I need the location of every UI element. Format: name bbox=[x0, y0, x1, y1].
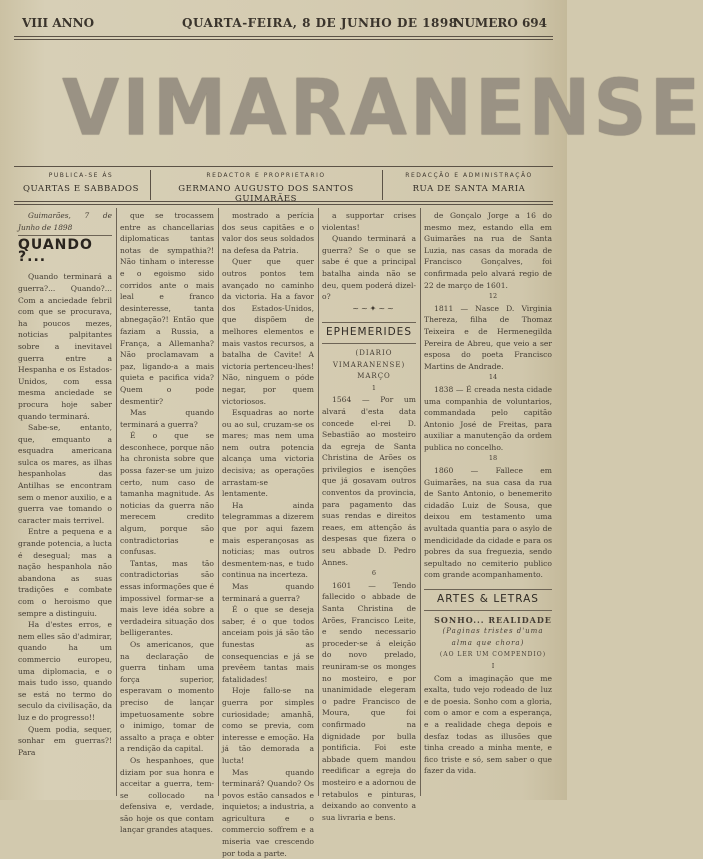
header-rule-top bbox=[14, 36, 553, 37]
column-divider bbox=[318, 208, 319, 796]
ephemerides-day: 18 bbox=[424, 453, 552, 465]
poem-title: SONHO... REALIDADE bbox=[424, 615, 552, 627]
masthead-title: VIMARANENSE bbox=[62, 58, 518, 159]
ephemerides-entry: 1811 — Nasce D. Virginia Thereza, filha de Thomaz Teixeira e de Hermenegilda Pereira de Abreu, que veio a ser esposa do poeta Francisco Martins de Andrade. bbox=[424, 303, 552, 373]
article-paragraph: Mas quando terminará a guerra? bbox=[120, 407, 214, 430]
ephemerides-entry: 1601 — Tendo fallecido o abbade de Santa Christina de Arões, Francisco Leite, e sendo necessario proceder-se á eleição do novo prelado, reuniram-se os monges no mosteiro, e por unanimidade elegeram o padre Francisco de Moura, que foi confirmado na dignidade por bulla pontificia. Foi este abbade quem mandou reedificar a egreja do mosteiro e a adornou de retabulos e pinturas, deixando ao convento a sua livraria e bens. bbox=[322, 580, 416, 823]
ephemerides-day: 1 bbox=[322, 383, 416, 395]
article-paragraph: Esquadras ao norte ou ao sul, cruzam-se os mares; mas nem uma nem outra potencia alcança uma victoria decisiva; as operações arrastam-se lentamente. bbox=[222, 407, 314, 500]
office-label: REDACÇÃO E ADMINISTRAÇÃO bbox=[384, 172, 554, 179]
article-paragraph: Sabe-se, entanto, que, emquanto a esquadra americana sulca os mares, as ilhas hespanholas das Antilhas se encontram sem o menor auxilio, e a guerra vae tomando o caracter mais terrivel. bbox=[18, 422, 112, 526]
column-divider bbox=[218, 208, 219, 796]
article-paragraph: Os hespanhoes, que diziam por sua honra e acceitar a guerra, tem-se collocado na defensiva e, verdade, são hoje os que contam lançar grandes ataques. bbox=[120, 755, 214, 836]
article-paragraph: Os americanos, que na declaração de guerra tinham uma força superior, esperavam o momento preciso de lançar impetuosamente sobre o inimigo, tomar de assalto a praça e obter a rendição da capital. bbox=[120, 639, 214, 755]
article-title: QUANDO ?... bbox=[18, 240, 112, 263]
article-paragraph: que se trocassem entre as chancellarias diplomaticas tantas notas de sympathia?! Não tinham o interesse e o egoismo sido corridos ante o mais leal e franco desinteresse, tanta abnegação?! Então que faziam a Russia, a França, a Allemanha? Não proclamavam a paz, ligando-a a mais quieta e pacifica vida? Quem o pode desmentir? bbox=[120, 210, 214, 407]
column-3 bbox=[222, 210, 314, 798]
poem-epigraph: (Paginas tristes d'uma alma que chora) bbox=[424, 626, 552, 649]
masthead-rule-bottom2 bbox=[14, 204, 553, 205]
article-paragraph: Quando terminará a guerra? Se o que se sabe é que a principal batalha ainda não se deu, quem poderá dizel-o? bbox=[322, 233, 416, 303]
masthead-rule-bottom bbox=[14, 201, 553, 202]
poem-dedication: (AO LER UM COMPENDIO) bbox=[424, 649, 552, 661]
article-paragraph: Quer que quer outros pontos tem avançado no caminho da victoria. Ha a favor dos Estados-Unidos, que dispõem de melhores elementos e mais vastos recursos, a batalha de Cavite! A victoria pertenceu-lhes! Não, ninguem o póde negar, por quem victoriosos. bbox=[222, 256, 314, 407]
ephemerides-title: EPHEMERIDES bbox=[322, 322, 416, 344]
article-paragraph: Entre a pequena e a grande potencia, a lucta é desegual; mas a nação hespanhola não abandona as suas tradições e combate com o heroismo que sempre a distinguiu. bbox=[18, 526, 112, 619]
column-5 bbox=[424, 210, 552, 798]
editor-name: GERMANO AUGUSTO DOS SANTOS GUIMARÃES bbox=[152, 184, 380, 204]
article-paragraph: Quem podia, sequer, sonhar em guerras?! Para bbox=[18, 724, 112, 759]
column-divider bbox=[420, 208, 421, 796]
article-dateline: Guimarães, 7 de Junho de 1898 bbox=[18, 210, 112, 236]
masthead-rule bbox=[14, 166, 553, 167]
masthead-divider-right bbox=[382, 170, 383, 200]
section-number: I bbox=[424, 661, 552, 673]
publication-days-label: PUBLICA-SE ÁS bbox=[22, 172, 140, 179]
ephemerides-day: 6 bbox=[322, 568, 416, 580]
ephemerides-day: 14 bbox=[424, 372, 552, 384]
column-2 bbox=[120, 210, 214, 798]
issue-number: NUMERO 694 bbox=[453, 16, 547, 30]
header-rule-top2 bbox=[14, 39, 553, 40]
article-paragraph: mostrado a perícia dos seus capitães e o valor dos seus soldados na defesa da Patria. bbox=[222, 210, 314, 256]
column-divider bbox=[116, 208, 117, 796]
ephemerides-subtitle: (DIARIO VIMARANENSE) bbox=[322, 348, 416, 371]
article-paragraph: Ha d'estes erros, e nem elles são d'admirar, quando ha um commercio europeu, uma diplomacia, e o mais tudo isso, quando se está no termo do seculo da civilisação, da luz e do progresso!! bbox=[18, 619, 112, 723]
article-paragraph: Mas quando terminará? Quando? Os povos estão cansados e inquietos; a industria, a agricultura e o commercio soffrem e a miseria vae crescendo por toda a parte. bbox=[222, 767, 314, 859]
ephemerides-entry: 1860 — Fallece em Guimarães, na sua casa da rua de Santo Antonio, o benemerito cidadão Luiz de Sousa, que deixou em testamento uma avultada quantia para o asylo de mendicidade da cidade e para os pobres da sua freguezia, sendo sepultado no cemiterio publico com grande acompanhamento. bbox=[424, 465, 552, 581]
article-paragraph: Mas quando terminará a guerra? bbox=[222, 581, 314, 604]
masthead-divider-left bbox=[150, 170, 151, 200]
ephemerides-entry: 1564 — Por um alvará d'esta data concede el-rei D. Sebastião ao mosteiro da egreja de Santa Christina de Arões os privilegios e isenções que já gosavam outros conventos da provincia, para pagamento das suas rendas e direitos reaes, em attenção ás despesas que fizera o seu abbade D. Pedro Annes. bbox=[322, 394, 416, 568]
ornament-divider: ~~✦~~ bbox=[322, 303, 416, 315]
artes-paragraph: Com a imaginação que me exalta, tudo vejo rodeado de luz e de poesia. Sonho com a gloria, com o amor e com a esperança, e a realidade chega depois e desfaz todas as illusões que tinha creado a minha mente, e fico triste e só, sem saber o que fazer da vida. bbox=[424, 673, 552, 777]
article-paragraph: É o que se deseja saber, é o que todos anceiam pois já são tão funestas as consequencias e já se prevêem tantas mais fatalidades! bbox=[222, 604, 314, 685]
office-address: RUA DE SANTA MARIA bbox=[384, 184, 554, 194]
article-paragraph: É o que se desconhece, porque não ha chronista sobre que possa fazer-se um juizo certo, num caso de tamanha magnitude. As noticias da guerra não merecem credito algum, porque são contradictorias e confusas. bbox=[120, 430, 214, 558]
article-paragraph: Quando terminará a guerra?... Quando?... Com a anciedade febril com que se procurava, ha poucos mezes, noticias palpitantes sobre a inevitavel guerra entre a Hespanha e os Estados-Unidos, com essa mesma anciedade se procura hoje saber quando terminará. bbox=[18, 271, 112, 422]
column-4 bbox=[322, 210, 416, 798]
article-paragraph: a supportar crises violentas! bbox=[322, 210, 416, 233]
artes-letras-title: ARTES & LETRAS bbox=[424, 589, 552, 611]
publication-days: QUARTAS E SABBADOS bbox=[14, 184, 148, 194]
article-paragraph: Tantas, mas tão contradictorias são essas informações que é impossivel formar-se a mais leve idéa sobre a verdadeira situação dos belligerantes. bbox=[120, 558, 214, 639]
issue-year: VIII ANNO bbox=[22, 16, 94, 30]
ephemerides-day: 12 bbox=[424, 291, 552, 303]
article-paragraph: Hoje fallo-se na guerra por simples curiosidade; amanhã, como se previa, com interesse e emoção. Ha já tão demorada a lucta! bbox=[222, 685, 314, 766]
ephemerides-entry: 1838 — É creada nesta cidade uma companhia de voluntarios, commandada pelo capitão Antonio José de Freitas, para auxiliar a manutenção da ordem publica no concelho. bbox=[424, 384, 552, 454]
article-paragraph: Ha ainda telegrammas a dizerem que por aqui fazem mais esperançosas as noticias; mas outros desmentem-nas, e tudo continua na incerteza. bbox=[222, 500, 314, 581]
issue-date: QUARTA-FEIRA, 8 DE JUNHO DE 1898 bbox=[182, 16, 458, 30]
column-1 bbox=[18, 210, 112, 798]
ephemerides-entry: de Gonçalo Jorge a 16 do mesmo mez, estando ella em Guimarães na rua de Santa Luzia, nas casas da morada de Francisco Gonçalves, foi confirmada pelo alvará regio de 22 de março de 1601. bbox=[424, 210, 552, 291]
editor-label: REDACTOR E PROPRIETARIO bbox=[152, 172, 380, 179]
header-line bbox=[22, 16, 547, 32]
ephemerides-month: MARÇO bbox=[322, 371, 416, 383]
